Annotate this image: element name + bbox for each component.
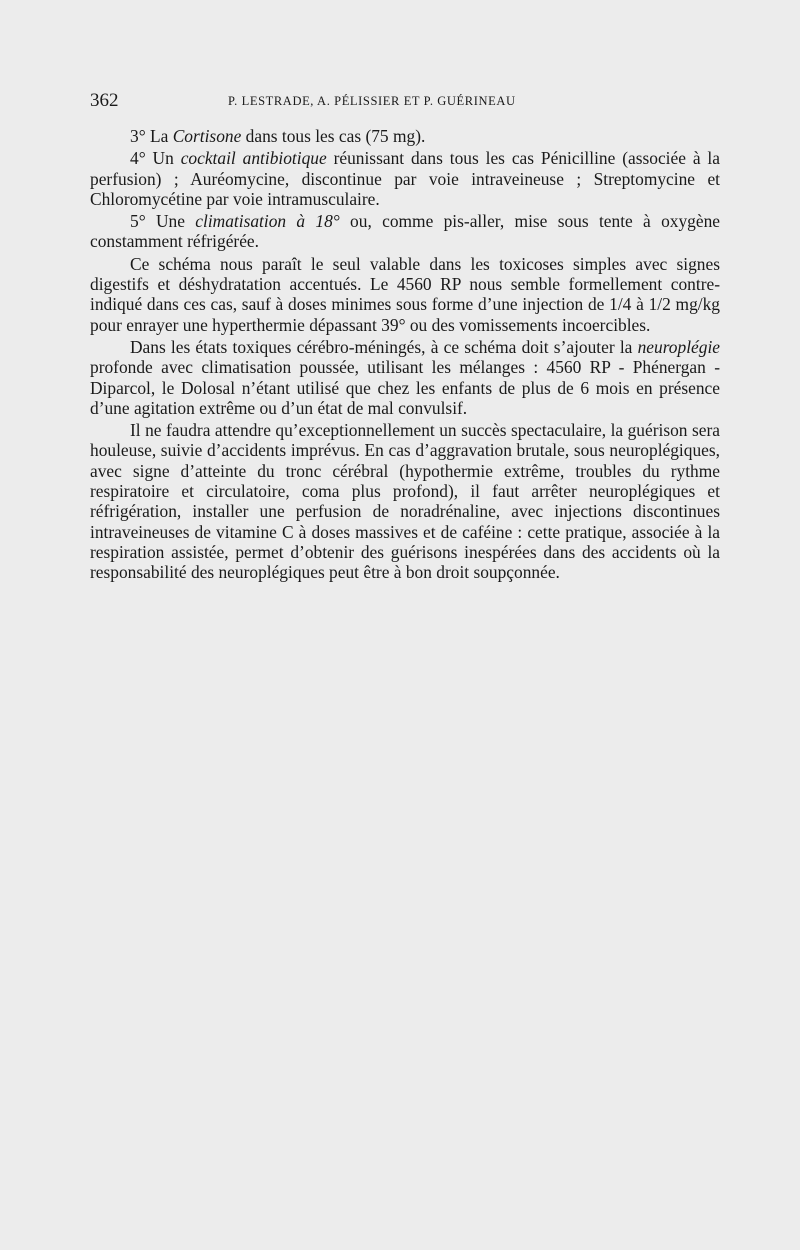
item-number: 5°	[130, 211, 146, 232]
item-emphasis: climatisation à 18°	[195, 211, 340, 232]
item-emphasis: cocktail antibiotique	[180, 148, 327, 169]
item-number: 3°	[130, 126, 146, 146]
paragraph-cerebro-meninges: Dans les états toxiques cérébro-méningés, à ce schéma doit s’ajouter la neuroplégie profonde avec climatisation poussée, utilisant les mélanges : 4560 RP - Phénergan - Diparcol, le Dolosal n’étant utilisé que chez les enfants de plus de 6 mois en présence d’une agitation extrême ou d’un état de mal convulsif.	[90, 336, 720, 418]
page-header	[90, 90, 720, 114]
paragraph-toxicoses: Ce schéma nous paraît le seul valable dans les toxicoses simples avec signes digestifs et déshydratation accentués. Le 4560 RP nous semble formellement contre-indiqué dans ces cas, sauf à doses minimes sous forme d’une injection de 1/4 à 1/2 mg/kg pour enrayer une hyperthermie dépassant 39° ou des vomissements incoercibles.	[90, 253, 720, 335]
item-number: 4°	[130, 148, 146, 169]
page-number: 362	[90, 90, 119, 111]
paragraph-aggravation: Il ne faudra attendre qu’exceptionnellement un succès spectaculaire, la guérison sera houleuse, suivie d’accidents imprévus. En cas d’aggravation brutale, sous neuroplégiques, avec signe d’atteinte du tronc cérébral (hypothermie extrême, troubles du rythme respiratoire et circulatoire, coma plus profond), il faut arrêter neuroplégiques et réfrigération, installer une perfusion de noradrénaline, avec injections discontinues intraveineuses de vitamine C à doses massives et de caféine : cette pratique, associée à la respiration assistée, permet d’obtenir des guérisons inespérées dans des accidents où la responsabilité des neuroplégiques peut être à bon droit soupçonnée.	[90, 420, 720, 583]
paragraph-emphasis: neuroplégie	[637, 336, 720, 357]
list-item-5: 5° Une climatisation à 18° ou, comme pis-aller, mise sous tente à oxygène constamment réfrigérée.	[90, 211, 720, 252]
list-item-4: 4° Un cocktail antibiotique réunissant dans tous les cas Pénicilline (associée à la perfusion) ; Auréomycine, discontinue par voie intraveineuse ; Streptomycine et Chloromycétine par voie intramusculaire.	[90, 148, 720, 209]
running-head: P. LESTRADE, A. PÉLISSIER ET P. GUÉRINEAU	[228, 94, 516, 108]
list-item-3: 3° La Cortisone dans tous les cas (75 mg).	[130, 126, 426, 146]
item-emphasis: Cortisone	[172, 126, 242, 146]
body-text	[90, 126, 720, 585]
